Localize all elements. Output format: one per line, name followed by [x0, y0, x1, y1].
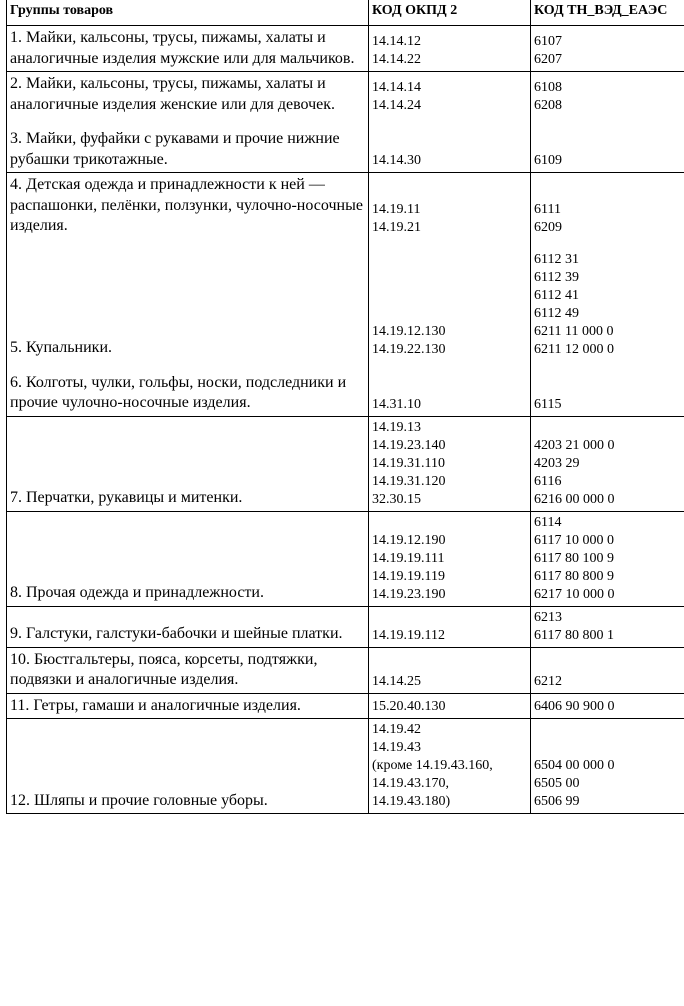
group-block — [10, 650, 365, 691]
tnved-block — [534, 28, 682, 69]
tnved-code: 6211 11 000 0 — [534, 323, 614, 339]
group-block — [10, 721, 365, 811]
table-row — [7, 173, 684, 417]
group-cell — [7, 511, 369, 606]
tnved-block — [534, 129, 682, 170]
okpd-code: 14.14.30 — [372, 153, 421, 168]
tnved-cell — [531, 606, 684, 647]
tnved-code: 6117 80 100 9 — [534, 550, 614, 566]
header-okpd: КОД ОКПД 2 — [369, 0, 531, 26]
table-row — [7, 647, 684, 693]
okpd-block — [372, 373, 527, 414]
table-row — [7, 606, 684, 647]
group-block — [10, 175, 365, 237]
okpd-cell — [369, 72, 531, 173]
group-name: 12. Шляпы и прочие головные уборы. — [10, 791, 268, 809]
okpd-block — [372, 650, 527, 691]
group-block — [10, 419, 365, 509]
group-name: 5. Купальники. — [10, 339, 113, 356]
tnved-code: 6211 12 000 0 — [534, 341, 614, 357]
group-block — [10, 514, 365, 604]
tnved-block — [534, 74, 682, 115]
tnved-cell — [531, 26, 684, 72]
okpd-code: 14.19.43 — [372, 740, 421, 755]
table-body — [7, 26, 684, 814]
okpd-cell — [369, 647, 531, 693]
group-name: 2. Майки, кальсоны, трусы, пижамы, халаты и аналогичные изделия женские или для девочек. — [10, 75, 336, 113]
tnved-cell — [531, 511, 684, 606]
okpd-code: 14.14.12 — [372, 34, 421, 49]
group-cell — [7, 693, 369, 719]
okpd-code: 14.19.21 — [372, 219, 421, 235]
group-cell — [7, 26, 369, 72]
group-name: 8. Прочая одежда и принадлежности. — [10, 584, 264, 601]
okpd-code: 14.14.22 — [372, 52, 421, 67]
tnved-code: 6112 31 — [534, 251, 579, 267]
okpd-code: 14.14.25 — [372, 673, 421, 689]
okpd-code: 14.19.19.119 — [372, 568, 445, 584]
group-cell — [7, 173, 369, 417]
group-name: 7. Перчатки, рукавицы и митенки. — [10, 489, 243, 506]
tnved-code: 6107 — [534, 34, 562, 49]
group-name: 11. Гетры, гамаши и аналогичные изделия. — [10, 696, 301, 714]
okpd-block — [372, 696, 527, 717]
okpd-block — [372, 721, 527, 811]
group-block — [10, 373, 365, 414]
tnved-code: 6108 — [534, 80, 562, 95]
group-block — [10, 28, 365, 69]
tnved-code: 6209 — [534, 219, 562, 235]
group-cell — [7, 606, 369, 647]
tnved-cell — [531, 173, 684, 417]
tnved-code: 6506 99 — [534, 794, 580, 809]
okpd-code: 15.20.40.130 — [372, 699, 446, 714]
tnved-code: 6112 41 — [534, 287, 579, 303]
group-block — [10, 251, 365, 359]
table-row — [7, 72, 684, 173]
tnved-code: 6117 10 000 0 — [534, 532, 614, 548]
group-block — [10, 129, 365, 170]
tnved-code: 6212 — [534, 673, 562, 689]
tnved-block — [534, 721, 682, 811]
group-name: 4. Детская одежда и принадлежности к ней — распашонки, пелёнки, ползунки, чулочно-носочные изделия. — [10, 176, 363, 234]
tnved-code: 6504 00 000 0 — [534, 758, 615, 773]
tnved-code: 4203 21 000 0 — [534, 437, 615, 453]
tnved-block — [534, 696, 682, 717]
group-block — [10, 696, 365, 717]
tnved-block — [534, 251, 682, 359]
tnved-code: 6217 10 000 0 — [534, 586, 615, 602]
okpd-block — [372, 129, 527, 170]
okpd-code: 14.19.43.170, — [372, 776, 449, 791]
okpd-block — [372, 28, 527, 69]
tnved-cell — [531, 693, 684, 719]
group-cell — [7, 416, 369, 511]
okpd-code: 14.19.12.130 — [372, 323, 446, 339]
tnved-code: 6114 — [534, 514, 562, 530]
tnved-code: 6207 — [534, 52, 562, 67]
okpd-code: 14.19.13 — [372, 419, 421, 435]
table-row — [7, 416, 684, 511]
okpd-code: 14.19.31.120 — [372, 473, 446, 489]
okpd-cell — [369, 416, 531, 511]
okpd-code: 32.30.15 — [372, 491, 421, 507]
tnved-block — [534, 514, 682, 604]
tnved-cell — [531, 72, 684, 173]
okpd-block — [372, 175, 527, 237]
tnved-code: 6406 90 900 0 — [534, 699, 615, 714]
table-row — [7, 693, 684, 719]
okpd-code: 14.19.31.110 — [372, 455, 445, 471]
okpd-cell — [369, 26, 531, 72]
okpd-code: 14.19.11 — [372, 201, 421, 217]
okpd-code: 14.31.10 — [372, 396, 421, 412]
okpd-cell — [369, 693, 531, 719]
tnved-code: 6111 — [534, 201, 561, 217]
group-block — [10, 609, 365, 645]
tnved-code: 6109 — [534, 153, 562, 168]
header-group: Группы товаров — [7, 0, 369, 26]
okpd-code: 14.19.23.140 — [372, 437, 446, 453]
okpd-code: 14.19.12.190 — [372, 532, 446, 548]
tnved-block — [534, 650, 682, 691]
group-cell — [7, 72, 369, 173]
okpd-code: 14.19.19.111 — [372, 550, 445, 566]
tnved-block — [534, 419, 682, 509]
header-tnved: КОД ТН_ВЭД_ЕАЭС — [531, 0, 684, 26]
tnved-block — [534, 373, 682, 414]
okpd-code: 14.19.43.180) — [372, 794, 451, 809]
tnved-cell — [531, 647, 684, 693]
table-row — [7, 511, 684, 606]
okpd-code: 14.19.42 — [372, 722, 421, 737]
okpd-block — [372, 419, 527, 509]
group-cell — [7, 719, 369, 814]
tnved-code: 6115 — [534, 396, 562, 412]
group-block — [10, 74, 365, 115]
okpd-cell — [369, 719, 531, 814]
okpd-code: (кроме 14.19.43.160, — [372, 758, 493, 773]
tnved-block — [534, 175, 682, 237]
tnved-code: 6216 00 000 0 — [534, 491, 615, 507]
okpd-cell — [369, 173, 531, 417]
group-cell — [7, 647, 369, 693]
tnved-block — [534, 609, 682, 645]
tnved-code: 4203 29 — [534, 455, 580, 471]
tnved-code: 6213 — [534, 609, 562, 625]
header-row — [7, 0, 684, 26]
okpd-code: 14.14.24 — [372, 98, 421, 113]
okpd-code: 14.19.19.112 — [372, 627, 445, 643]
okpd-block — [372, 609, 527, 645]
tnved-cell — [531, 719, 684, 814]
table-row — [7, 719, 684, 814]
tnved-code: 6116 — [534, 473, 562, 489]
group-name: 10. Бюстгальтеры, пояса, корсеты, подтяжки, подвязки и аналогичные изделия. — [10, 650, 318, 688]
okpd-block — [372, 514, 527, 604]
okpd-cell — [369, 606, 531, 647]
goods-codes-table — [6, 0, 684, 814]
tnved-code: 6117 80 800 1 — [534, 627, 614, 643]
table-row — [7, 26, 684, 72]
okpd-code: 14.14.14 — [372, 80, 421, 95]
group-name: 9. Галстуки, галстуки-бабочки и шейные платки. — [10, 625, 343, 642]
tnved-code: 6117 80 800 9 — [534, 568, 614, 584]
tnved-code: 6505 00 — [534, 776, 580, 791]
group-name: 1. Майки, кальсоны, трусы, пижамы, халаты и аналогичные изделия мужские или для мальчиков. — [10, 29, 355, 67]
tnved-code: 6208 — [534, 98, 562, 113]
group-name: 6. Колготы, чулки, гольфы, носки, подследники и прочие чулочно-носочные изделия. — [10, 373, 347, 411]
tnved-code: 6112 49 — [534, 305, 579, 321]
tnved-code: 6112 39 — [534, 269, 579, 285]
okpd-cell — [369, 511, 531, 606]
okpd-code: 14.19.23.190 — [372, 586, 446, 602]
okpd-block — [372, 251, 527, 359]
okpd-code: 14.19.22.130 — [372, 341, 446, 357]
group-name: 3. Майки, фуфайки с рукавами и прочие нижние рубашки трикотажные. — [10, 130, 340, 168]
okpd-block — [372, 74, 527, 115]
tnved-cell — [531, 416, 684, 511]
